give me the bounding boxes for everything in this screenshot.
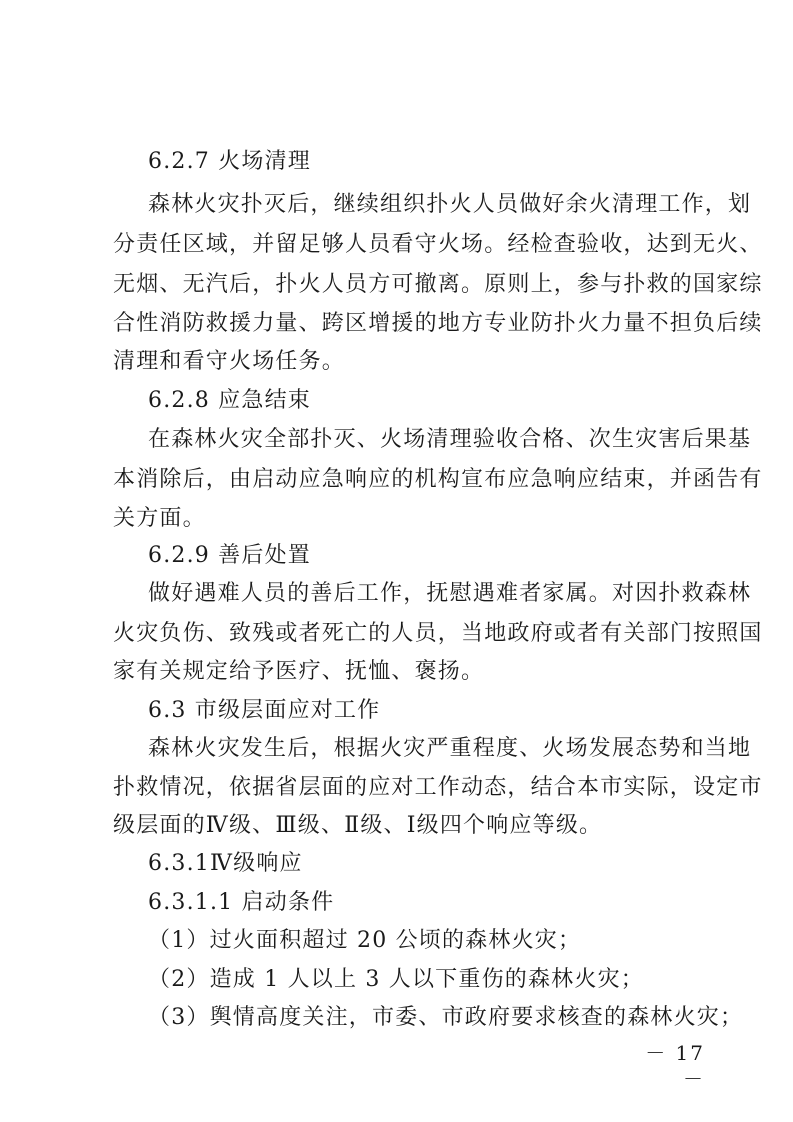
heading-6-3-1: 6.3.1Ⅳ级响应 — [148, 851, 303, 876]
paragraph-line: 森林火灾扑灭后，继续组织扑火人员做好余火清理工作，划 — [148, 192, 752, 217]
condition-item-1: （1）过火面积超过 20 公顷的森林火灾； — [148, 928, 582, 953]
paragraph-line: 关方面。 — [113, 506, 206, 531]
paragraph-line: 级层面的Ⅳ级、Ⅲ级、Ⅱ级、Ⅰ级四个响应等级。 — [113, 813, 603, 838]
paragraph-line: 家有关规定给予医疗、抚恤、褒扬。 — [113, 659, 485, 684]
condition-item-2: （2）造成 1 人以上 3 人以下重伤的森林火灾； — [148, 967, 644, 992]
paragraph-line: 在森林火灾全部扑灭、火场清理验收合格、次生灾害后果基 — [148, 427, 752, 452]
paragraph-line: 无烟、无汽后，扑火人员方可撤离。原则上，参与扑救的国家综 — [113, 272, 763, 297]
condition-item-3: （3）舆情高度关注，市委、市政府要求核查的森林火灾； — [148, 1005, 744, 1030]
paragraph-line: 做好遇难人员的善后工作，抚慰遇难者家属。对因扑救森林 — [148, 581, 752, 606]
heading-6-2-9: 6.2.9 善后处置 — [148, 543, 311, 568]
heading-6-3-1-1: 6.3.1.1 启动条件 — [148, 890, 335, 915]
heading-6-3: 6.3 市级层面应对工作 — [148, 698, 381, 723]
paragraph-line: 扑救情况，依据省层面的应对工作动态，结合本市实际，设定市 — [113, 775, 763, 800]
heading-6-2-7: 6.2.7 火场清理 — [148, 149, 311, 174]
paragraph-line: 本消除后，由启动应急响应的机构宣布应急响应结束，并函告有 — [113, 467, 763, 492]
paragraph-line: 火灾负伤、致残或者死亡的人员，当地政府或者有关部门按照国 — [113, 621, 763, 646]
paragraph-line: 清理和看守火场任务。 — [113, 349, 346, 374]
paragraph-line: 森林火灾发生后，根据火灾严重程度、火场发展态势和当地 — [148, 736, 752, 761]
paragraph-line: 分责任区域，并留足够人员看守火场。经检查验收，达到无火、 — [113, 232, 763, 257]
heading-6-2-8: 6.2.8 应急结束 — [148, 388, 311, 413]
paragraph-line: 合性消防救援力量、跨区增援的地方专业防扑火力量不担负后续 — [113, 311, 763, 336]
page-number: － 17 － — [645, 1041, 705, 1091]
